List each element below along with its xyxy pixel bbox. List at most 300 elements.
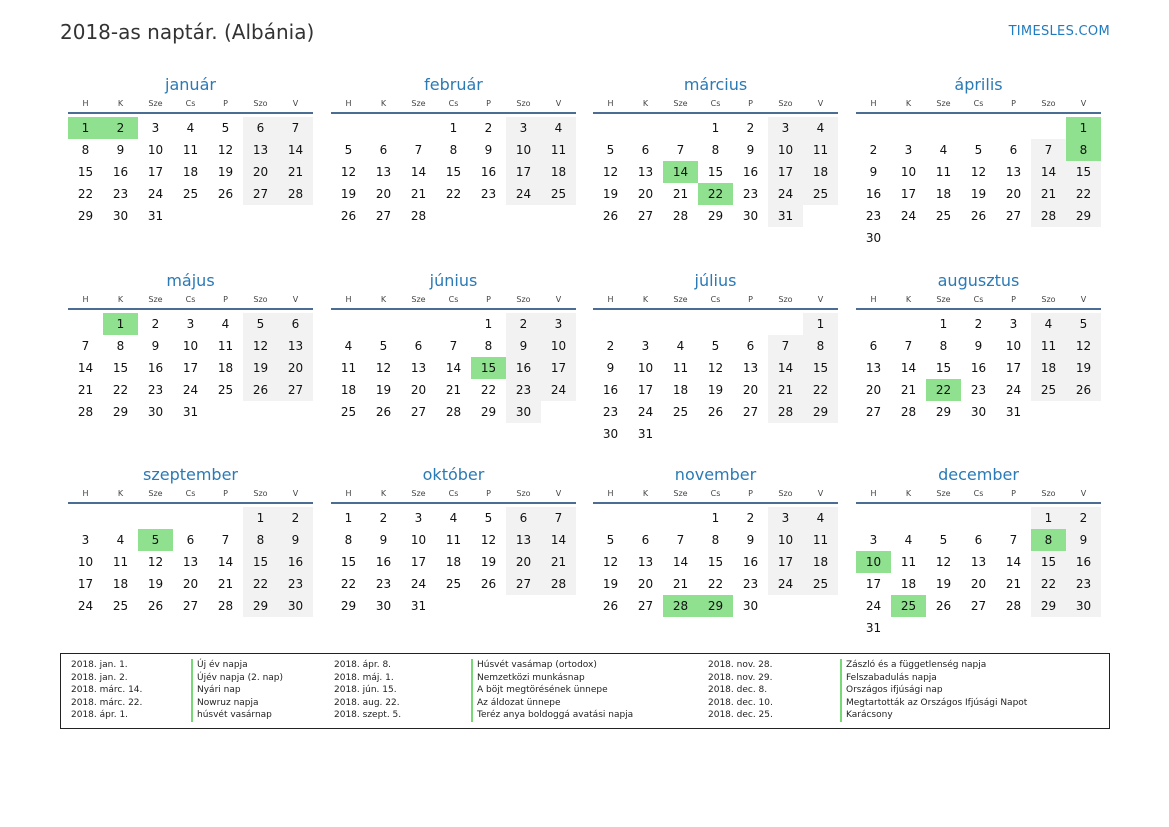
legend-holiday-name: Nowruz napja xyxy=(191,697,259,710)
day-cell: 23 xyxy=(147,383,164,397)
day-cell: 29 xyxy=(1066,205,1101,227)
weekday-label: H xyxy=(82,489,89,498)
holiday-day-cell: 1 xyxy=(1066,117,1101,139)
weekday-label: Sze xyxy=(936,489,951,498)
legend-holiday-name: húsvét vasárnap xyxy=(191,709,272,722)
empty-cell xyxy=(663,507,698,529)
day-cell: 29 xyxy=(340,599,357,613)
brand-link[interactable]: TIMESLES.COM xyxy=(1008,24,1110,39)
day-cell: 30 xyxy=(506,401,541,423)
legend-row xyxy=(71,709,283,722)
day-cell: 1 xyxy=(344,511,353,525)
empty-cell xyxy=(173,507,208,529)
day-cell: 12 xyxy=(1066,335,1101,357)
day-cell: 16 xyxy=(112,165,129,179)
legend-holiday-name: Zászló és a függetlenség napja xyxy=(840,659,986,672)
legend-holiday-name: Új év napja xyxy=(191,659,248,672)
day-cell: 14 xyxy=(445,361,462,375)
day-cell: 28 xyxy=(217,599,234,613)
month-title: február xyxy=(424,75,483,94)
day-cell: 12 xyxy=(375,361,392,375)
day-cell: 9 xyxy=(506,335,541,357)
day-cell: 30 xyxy=(865,231,882,245)
empty-cell xyxy=(436,205,471,227)
day-cell: 8 xyxy=(803,335,838,357)
day-cell: 17 xyxy=(865,577,882,591)
day-cell: 17 xyxy=(1005,361,1022,375)
day-cell: 24 xyxy=(637,405,654,419)
day-cell: 19 xyxy=(217,165,234,179)
day-cell: 4 xyxy=(541,117,576,139)
legend-holiday-name: Nemzetközi munkásnap xyxy=(471,672,585,685)
day-cell: 6 xyxy=(641,143,650,157)
day-cell: 21 xyxy=(672,577,689,591)
day-cell: 10 xyxy=(541,335,576,357)
weekday-header xyxy=(68,293,313,310)
day-cell: 11 xyxy=(112,555,129,569)
day-cell: 11 xyxy=(1031,335,1066,357)
weekday-header xyxy=(331,293,576,310)
month-title: december xyxy=(938,465,1019,484)
weekday-label: Cs xyxy=(448,99,459,108)
weekday-label: Cs xyxy=(710,295,721,304)
day-cell: 26 xyxy=(147,599,164,613)
day-cell: 5 xyxy=(711,339,720,353)
day-cell: 15 xyxy=(1031,551,1066,573)
empty-cell xyxy=(1031,227,1066,249)
day-cell: 21 xyxy=(445,383,462,397)
weekday-label: Sze xyxy=(673,295,688,304)
month-title: november xyxy=(674,465,757,484)
empty-cell xyxy=(628,313,663,335)
day-cell: 31 xyxy=(147,209,164,223)
day-cell: 23 xyxy=(1066,573,1101,595)
day-cell: 4 xyxy=(344,339,353,353)
day-cell: 16 xyxy=(1066,551,1101,573)
holiday-day-cell: 22 xyxy=(926,379,961,401)
legend-date: 2018. dec. 10. xyxy=(708,697,773,708)
day-cell: 26 xyxy=(340,209,357,223)
day-cell: 14 xyxy=(1031,161,1066,183)
day-cell: 11 xyxy=(803,139,838,161)
empty-cell xyxy=(506,205,541,227)
legend-holiday-name: A böjt megtörésének ünnepe xyxy=(471,684,608,697)
weekday-label: Sze xyxy=(673,99,688,108)
day-cell: 13 xyxy=(865,361,882,375)
legend-date: 2018. jún. 15. xyxy=(334,685,397,696)
empty-cell xyxy=(138,507,173,529)
day-cell: 28 xyxy=(410,209,427,223)
day-cell: 2 xyxy=(1066,507,1101,529)
weekday-header xyxy=(68,97,313,114)
day-cell: 30 xyxy=(278,595,313,617)
day-cell: 10 xyxy=(506,139,541,161)
empty-cell xyxy=(436,313,471,335)
day-cell: 19 xyxy=(602,187,619,201)
day-cell: 15 xyxy=(243,551,278,573)
day-cell: 19 xyxy=(1066,357,1101,379)
day-cell: 7 xyxy=(676,143,685,157)
weekday-label: Szo xyxy=(516,489,531,498)
day-cell: 4 xyxy=(939,143,948,157)
day-cell: 9 xyxy=(746,533,755,547)
month-calendar xyxy=(68,269,313,423)
day-cell: 8 xyxy=(711,143,720,157)
day-cell: 27 xyxy=(742,405,759,419)
weekday-label: V xyxy=(555,99,562,108)
day-cell: 23 xyxy=(742,577,759,591)
empty-cell xyxy=(996,227,1031,249)
day-cell: 22 xyxy=(1031,573,1066,595)
empty-cell xyxy=(663,313,698,335)
day-cell: 18 xyxy=(182,165,199,179)
day-cell: 5 xyxy=(379,339,388,353)
empty-cell xyxy=(208,401,243,423)
day-cell: 30 xyxy=(742,209,759,223)
day-cell: 5 xyxy=(974,143,983,157)
day-cell: 25 xyxy=(182,187,199,201)
day-cell: 16 xyxy=(480,165,497,179)
day-cell: 19 xyxy=(935,577,952,591)
day-cell: 19 xyxy=(375,383,392,397)
day-cell: 31 xyxy=(182,405,199,419)
weekday-label: Cs xyxy=(185,489,196,498)
weekday-label: V xyxy=(292,99,299,108)
day-cell: 3 xyxy=(541,313,576,335)
weekday-label: K xyxy=(905,99,912,108)
day-cell: 28 xyxy=(77,405,94,419)
weekday-label: K xyxy=(642,99,649,108)
day-cell: 29 xyxy=(112,405,129,419)
day-cell: 9 xyxy=(746,143,755,157)
day-cell: 25 xyxy=(803,573,838,595)
day-cell: 20 xyxy=(1005,187,1022,201)
day-cell: 18 xyxy=(541,161,576,183)
legend-date: 2018. ápr. 8. xyxy=(334,660,392,670)
day-cell: 27 xyxy=(506,573,541,595)
empty-cell xyxy=(698,313,733,335)
day-cell: 27 xyxy=(410,405,427,419)
weekday-label: Cs xyxy=(710,99,721,108)
day-cell: 31 xyxy=(768,205,803,227)
day-cell: 8 xyxy=(243,529,278,551)
day-cell: 19 xyxy=(340,187,357,201)
day-cell: 28 xyxy=(1005,599,1022,613)
days-grid xyxy=(68,313,313,423)
weekday-label: H xyxy=(607,489,614,498)
weekday-header xyxy=(331,97,576,114)
weekday-header xyxy=(593,487,838,504)
day-cell: 14 xyxy=(541,529,576,551)
day-cell: 7 xyxy=(81,339,90,353)
legend-date: 2018. nov. 28. xyxy=(708,660,773,670)
weekday-label: P xyxy=(1011,489,1016,498)
day-cell: 2 xyxy=(278,507,313,529)
day-cell: 4 xyxy=(904,533,913,547)
holiday-day-cell: 2 xyxy=(103,117,138,139)
weekday-label: K xyxy=(117,99,124,108)
holiday-day-cell: 1 xyxy=(68,117,103,139)
day-cell: 10 xyxy=(147,143,164,157)
day-cell: 13 xyxy=(506,529,541,551)
day-cell: 17 xyxy=(77,577,94,591)
day-cell: 23 xyxy=(480,187,497,201)
day-cell: 27 xyxy=(278,379,313,401)
day-cell: 21 xyxy=(77,383,94,397)
day-cell: 20 xyxy=(278,357,313,379)
day-cell: 11 xyxy=(340,361,357,375)
holiday-day-cell: 28 xyxy=(663,595,698,617)
day-cell: 11 xyxy=(217,339,234,353)
empty-cell xyxy=(856,507,891,529)
empty-cell xyxy=(103,507,138,529)
day-cell: 19 xyxy=(970,187,987,201)
day-cell: 6 xyxy=(641,533,650,547)
day-cell: 22 xyxy=(77,187,94,201)
day-cell: 20 xyxy=(410,383,427,397)
day-cell: 29 xyxy=(707,209,724,223)
day-cell: 24 xyxy=(77,599,94,613)
day-cell: 17 xyxy=(410,555,427,569)
day-cell: 21 xyxy=(278,161,313,183)
legend-holiday-name: Felszabadulás napja xyxy=(840,672,937,685)
day-cell: 26 xyxy=(707,405,724,419)
weekday-header xyxy=(593,97,838,114)
day-cell: 2 xyxy=(974,317,983,331)
day-cell: 5 xyxy=(221,121,230,135)
day-cell: 12 xyxy=(340,165,357,179)
weekday-label: Szo xyxy=(253,489,268,498)
empty-cell xyxy=(996,507,1031,529)
empty-cell xyxy=(733,423,768,445)
day-cell: 28 xyxy=(541,573,576,595)
month-calendar xyxy=(68,73,313,227)
empty-cell xyxy=(1066,617,1101,639)
empty-cell xyxy=(401,117,436,139)
day-cell: 27 xyxy=(637,599,654,613)
month-calendar xyxy=(331,463,576,617)
day-cell: 22 xyxy=(243,573,278,595)
weekday-label: Cs xyxy=(973,99,984,108)
weekday-label: V xyxy=(817,295,824,304)
month-calendar xyxy=(856,73,1101,249)
weekday-label: P xyxy=(1011,99,1016,108)
day-cell: 27 xyxy=(243,183,278,205)
day-cell: 8 xyxy=(116,339,125,353)
empty-cell xyxy=(208,205,243,227)
day-cell: 18 xyxy=(900,577,917,591)
day-cell: 10 xyxy=(1005,339,1022,353)
empty-cell xyxy=(768,423,803,445)
weekday-label: P xyxy=(223,489,228,498)
days-grid xyxy=(593,507,838,617)
day-cell: 27 xyxy=(1005,209,1022,223)
day-cell: 11 xyxy=(672,361,689,375)
day-cell: 17 xyxy=(182,361,199,375)
day-cell: 22 xyxy=(340,577,357,591)
day-cell: 20 xyxy=(970,577,987,591)
empty-cell xyxy=(208,507,243,529)
day-cell: 3 xyxy=(641,339,650,353)
empty-cell xyxy=(926,117,961,139)
day-cell: 13 xyxy=(410,361,427,375)
day-cell: 25 xyxy=(112,599,129,613)
day-cell: 4 xyxy=(221,317,230,331)
weekday-label: Cs xyxy=(448,295,459,304)
weekday-label: Szo xyxy=(516,99,531,108)
month-title: május xyxy=(166,271,215,290)
day-cell: 10 xyxy=(410,533,427,547)
days-grid xyxy=(856,313,1101,423)
day-cell: 16 xyxy=(742,555,759,569)
day-cell: 16 xyxy=(506,357,541,379)
day-cell: 28 xyxy=(672,209,689,223)
days-grid xyxy=(593,313,838,445)
day-cell: 1 xyxy=(1031,507,1066,529)
day-cell: 9 xyxy=(974,339,983,353)
month-calendar xyxy=(856,463,1101,639)
day-cell: 16 xyxy=(602,383,619,397)
weekday-label: H xyxy=(345,99,352,108)
day-cell: 7 xyxy=(278,117,313,139)
weekday-label: K xyxy=(642,295,649,304)
weekday-label: P xyxy=(748,489,753,498)
day-cell: 22 xyxy=(707,577,724,591)
weekday-label: V xyxy=(555,295,562,304)
day-cell: 29 xyxy=(1031,595,1066,617)
empty-cell xyxy=(891,507,926,529)
day-cell: 16 xyxy=(970,361,987,375)
day-cell: 2 xyxy=(379,511,388,525)
legend-row xyxy=(334,672,633,685)
day-cell: 8 xyxy=(81,143,90,157)
day-cell: 4 xyxy=(186,121,195,135)
day-cell: 28 xyxy=(1031,205,1066,227)
weekday-label: Sze xyxy=(936,99,951,108)
weekday-header xyxy=(68,487,313,504)
month-title: március xyxy=(683,75,748,94)
day-cell: 30 xyxy=(742,599,759,613)
day-cell: 2 xyxy=(746,121,755,135)
weekday-label: Szo xyxy=(516,295,531,304)
empty-cell xyxy=(961,227,996,249)
empty-cell xyxy=(593,507,628,529)
empty-cell xyxy=(506,595,541,617)
day-cell: 15 xyxy=(445,165,462,179)
weekday-label: H xyxy=(870,99,877,108)
day-cell: 21 xyxy=(1005,577,1022,591)
day-cell: 23 xyxy=(742,187,759,201)
weekday-header xyxy=(331,487,576,504)
weekday-label: Szo xyxy=(1041,99,1056,108)
day-cell: 18 xyxy=(803,551,838,573)
weekday-label: Szo xyxy=(253,99,268,108)
day-cell: 6 xyxy=(243,117,278,139)
day-cell: 9 xyxy=(484,143,493,157)
day-cell: 14 xyxy=(672,555,689,569)
weekday-label: V xyxy=(817,99,824,108)
day-cell: 25 xyxy=(1031,379,1066,401)
legend-row xyxy=(334,684,633,697)
day-cell: 10 xyxy=(768,529,803,551)
holiday-day-cell: 8 xyxy=(1066,139,1101,161)
page-title: 2018-as naptár. (Albánia) xyxy=(60,20,315,44)
day-cell: 5 xyxy=(606,143,615,157)
holiday-day-cell: 10 xyxy=(856,551,891,573)
day-cell: 24 xyxy=(541,379,576,401)
day-cell: 23 xyxy=(602,405,619,419)
day-cell: 2 xyxy=(606,339,615,353)
day-cell: 30 xyxy=(147,405,164,419)
legend-column xyxy=(71,659,283,722)
legend-holiday-name: Teréz anya boldoggá avatási napja xyxy=(471,709,633,722)
day-cell: 6 xyxy=(1009,143,1018,157)
weekday-label: Szo xyxy=(778,295,793,304)
day-cell: 11 xyxy=(803,529,838,551)
empty-cell xyxy=(331,313,366,335)
day-cell: 26 xyxy=(970,209,987,223)
day-cell: 13 xyxy=(375,165,392,179)
day-cell: 15 xyxy=(935,361,952,375)
empty-cell xyxy=(768,313,803,335)
day-cell: 1 xyxy=(484,317,493,331)
day-cell: 17 xyxy=(768,551,803,573)
day-cell: 14 xyxy=(77,361,94,375)
day-cell: 20 xyxy=(637,577,654,591)
day-cell: 3 xyxy=(768,117,803,139)
day-cell: 12 xyxy=(243,335,278,357)
day-cell: 3 xyxy=(506,117,541,139)
legend-row xyxy=(71,672,283,685)
day-cell: 30 xyxy=(375,599,392,613)
day-cell: 29 xyxy=(77,209,94,223)
day-cell: 10 xyxy=(768,139,803,161)
legend-date: 2018. nov. 29. xyxy=(708,672,773,683)
month-calendar xyxy=(68,463,313,617)
day-cell: 13 xyxy=(1005,165,1022,179)
day-cell: 3 xyxy=(81,533,90,547)
weekday-label: K xyxy=(642,489,649,498)
day-cell: 15 xyxy=(707,555,724,569)
legend-row xyxy=(71,659,283,672)
empty-cell xyxy=(926,227,961,249)
day-cell: 16 xyxy=(147,361,164,375)
day-cell: 23 xyxy=(865,209,882,223)
empty-cell xyxy=(1066,401,1101,423)
day-cell: 26 xyxy=(243,379,278,401)
weekday-label: P xyxy=(223,99,228,108)
empty-cell xyxy=(891,117,926,139)
legend-holiday-name: Országos ifjúsági nap xyxy=(840,684,943,697)
day-cell: 15 xyxy=(803,357,838,379)
days-grid xyxy=(856,507,1101,639)
legend-row xyxy=(708,672,1027,685)
day-cell: 11 xyxy=(182,143,199,157)
weekday-label: V xyxy=(1080,295,1087,304)
day-cell: 18 xyxy=(217,361,234,375)
empty-cell xyxy=(68,507,103,529)
day-cell: 2 xyxy=(151,317,160,331)
empty-cell xyxy=(733,313,768,335)
day-cell: 20 xyxy=(637,187,654,201)
empty-cell xyxy=(663,117,698,139)
weekday-label: P xyxy=(1011,295,1016,304)
empty-cell xyxy=(768,595,803,617)
weekday-label: Sze xyxy=(673,489,688,498)
legend-date: 2018. jan. 1. xyxy=(71,660,128,670)
day-cell: 1 xyxy=(711,511,720,525)
day-cell: 22 xyxy=(1066,183,1101,205)
